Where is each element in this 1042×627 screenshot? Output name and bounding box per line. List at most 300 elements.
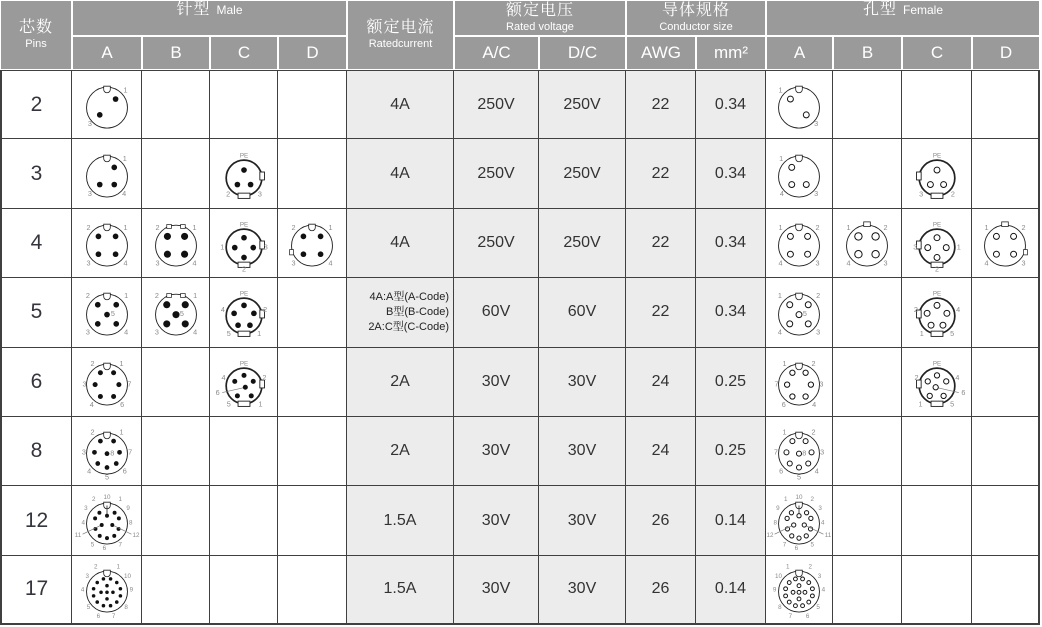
row-8-rated-current: 2A: [347, 417, 454, 486]
row-12-male-b: [142, 486, 210, 555]
svg-text:3: 3: [918, 189, 923, 199]
svg-text:2: 2: [89, 427, 95, 437]
svg-text:5: 5: [90, 541, 94, 549]
header-pins: [0, 0, 72, 70]
svg-text:7: 7: [773, 447, 778, 457]
pins-count: 6: [30, 369, 43, 393]
row-6-female-d: [972, 348, 1040, 417]
svg-text:6: 6: [119, 399, 124, 409]
svg-text:9: 9: [125, 504, 130, 512]
header-conductor-size-zh: 导体规格: [661, 1, 730, 19]
row-8-female-c: [902, 417, 972, 486]
svg-text:2: 2: [810, 495, 814, 503]
svg-text:1: 1: [123, 291, 128, 301]
svg-text:4: 4: [80, 587, 84, 595]
svg-text:3: 3: [83, 504, 88, 512]
svg-text:3: 3: [816, 327, 821, 337]
svg-text:8: 8: [109, 448, 114, 458]
connector-diagram-m4b: [143, 210, 209, 276]
header-rated-voltage-zh: 额定电压: [505, 1, 574, 19]
svg-text:12: 12: [132, 531, 140, 539]
row-8-female-b: [833, 417, 902, 486]
svg-text:4: 4: [80, 518, 85, 526]
svg-text:1: 1: [192, 291, 197, 301]
svg-text:5: 5: [86, 604, 90, 612]
svg-text:1: 1: [118, 427, 124, 437]
svg-text:PE: PE: [239, 221, 248, 229]
row-17-male-b: [142, 556, 210, 625]
svg-text:3: 3: [912, 242, 917, 252]
row-4-female-a: [766, 209, 833, 278]
svg-text:2: 2: [225, 189, 230, 199]
svg-text:2: 2: [241, 264, 246, 274]
svg-text:2: 2: [91, 495, 96, 503]
header-female: [766, 0, 1040, 36]
svg-text:3: 3: [263, 242, 268, 252]
row-3-rated-current: 4A: [347, 139, 454, 208]
row-12-male-d: [278, 486, 347, 555]
svg-text:6: 6: [794, 544, 799, 552]
row-2-voltage-dc: 250V: [539, 70, 626, 139]
row-8-female-a: [766, 417, 833, 486]
row-2-mm2: 0.34: [696, 70, 766, 139]
row-3-mm2: 0.34: [696, 139, 766, 208]
svg-text:3: 3: [87, 188, 92, 198]
svg-text:2: 2: [815, 222, 820, 232]
connector-diagram-f3a: [766, 141, 832, 207]
row-6-male-d: [278, 348, 347, 417]
row-8-female-d: [972, 417, 1040, 486]
svg-text:10: 10: [123, 573, 131, 581]
svg-text:4: 4: [86, 466, 91, 476]
row-5-male-b: [142, 278, 210, 347]
header-rated-voltage: [454, 0, 626, 36]
svg-text:1: 1: [122, 153, 127, 163]
row-5-voltage-dc: 60V: [539, 278, 626, 347]
svg-text:3: 3: [85, 327, 90, 337]
svg-text:2: 2: [1021, 222, 1026, 232]
row-12-male-c: [210, 486, 278, 555]
row-17-male-d: [278, 556, 347, 625]
row-6-female-c: [902, 348, 972, 417]
row-5-rated-current: 4A:A型(A-Code) B型(B-Code) 2A:C型(C-Code): [347, 278, 454, 347]
row-17-mm2: 0.14: [696, 556, 766, 625]
row-17-female-b: [833, 556, 902, 625]
svg-text:4: 4: [191, 258, 197, 268]
svg-text:3: 3: [814, 188, 819, 198]
svg-text:PE: PE: [239, 152, 248, 160]
row-5-male-a: [72, 278, 142, 347]
row-8-male-c: [210, 417, 278, 486]
connector-diagram-m4d: [279, 210, 345, 276]
row-2-rated-current: 4A: [347, 70, 454, 139]
svg-text:2: 2: [85, 291, 90, 301]
header-voltage-col-dc: D/C: [539, 36, 626, 70]
svg-text:5: 5: [104, 472, 109, 482]
connector-diagram-f4c: [904, 210, 970, 276]
svg-text:4: 4: [778, 258, 783, 268]
row-12-male-a: [72, 486, 142, 555]
header-female-col-b: B: [833, 36, 902, 70]
connector-diagram-m4c: [211, 210, 277, 276]
connector-diagram-f5c: [904, 279, 970, 345]
svg-text:10: 10: [795, 493, 803, 501]
connector-diagram-f4b: [834, 210, 900, 276]
row-17-female-d: [972, 556, 1040, 625]
svg-text:11: 11: [74, 531, 81, 539]
row-8-awg: 24: [626, 417, 696, 486]
svg-text:4: 4: [955, 305, 960, 315]
header-rated-voltage-en: Rated voltage: [506, 21, 574, 34]
row-4-male-c: [210, 209, 278, 278]
svg-text:10: 10: [775, 573, 783, 581]
svg-text:9: 9: [129, 587, 133, 595]
svg-text:4: 4: [221, 372, 226, 382]
connector-diagram-m8a: [74, 418, 140, 484]
row-17-rated-current: 1.5A: [347, 556, 454, 625]
row-5-awg: 22: [626, 278, 696, 347]
svg-text:1: 1: [782, 427, 787, 437]
row-5-female-a: [766, 278, 833, 347]
svg-text:1: 1: [328, 222, 333, 232]
svg-text:2: 2: [291, 222, 296, 232]
svg-text:10: 10: [103, 493, 110, 501]
pins-count: 2: [30, 92, 43, 116]
row-5-voltage-ac: 60V: [454, 278, 539, 347]
svg-text:PE: PE: [932, 360, 941, 368]
row-12-female-a: [766, 486, 833, 555]
header-female-zh: 孔型: [862, 1, 897, 18]
row-6-female-a: [766, 348, 833, 417]
row-5-pins: [0, 278, 72, 347]
row-4-rated-current: 4A: [347, 209, 454, 278]
svg-text:5: 5: [802, 309, 807, 319]
header-male-col-d: D: [278, 36, 347, 70]
svg-text:1: 1: [778, 85, 783, 95]
svg-text:11: 11: [824, 531, 832, 539]
svg-text:4: 4: [779, 188, 784, 198]
svg-text:8: 8: [802, 448, 807, 458]
connector-diagram-f5a: [766, 279, 832, 345]
row-2-female-a: [766, 70, 833, 139]
svg-text:4: 4: [984, 258, 989, 268]
row-4-mm2: 0.34: [696, 209, 766, 278]
header-rated-current-en: Ratedcurrent: [368, 38, 433, 51]
row-3-male-b: [142, 139, 210, 208]
connector-diagram-f8a: [766, 418, 832, 484]
row-3-male-d: [278, 139, 347, 208]
svg-text:3: 3: [1021, 258, 1026, 268]
row-4-female-d: [972, 209, 1040, 278]
row-8-voltage-ac: 30V: [454, 417, 539, 486]
svg-text:4: 4: [89, 399, 94, 409]
connector-diagram-f12a: [766, 488, 832, 554]
svg-text:6: 6: [960, 387, 965, 397]
header-female-en: Female: [903, 3, 944, 17]
row-3-voltage-ac: 250V: [454, 139, 539, 208]
svg-text:4: 4: [121, 188, 126, 198]
svg-text:5: 5: [226, 399, 231, 409]
connector-diagram-m12a: [74, 488, 140, 554]
row-17-female-a: [766, 556, 833, 625]
row-12-female-b: [833, 486, 902, 555]
row-2-male-c: [210, 70, 278, 139]
svg-text:3: 3: [81, 447, 86, 457]
svg-text:3: 3: [82, 379, 87, 389]
connector-diagram-m5a: [74, 279, 140, 345]
row-4-voltage-ac: 250V: [454, 209, 539, 278]
row-6-voltage-dc: 30V: [539, 348, 626, 417]
row-3-female-c: [902, 139, 972, 208]
row-8-male-a: [72, 417, 142, 486]
header-rated-current-zh: 额定电流: [366, 18, 435, 36]
row-17-male-a: [72, 556, 142, 625]
row-6-male-b: [142, 348, 210, 417]
header-conductor-size: [626, 0, 766, 36]
svg-text:2: 2: [154, 222, 160, 232]
pins-count: 4: [30, 230, 43, 254]
connector-diagram-f4d: [972, 210, 1038, 276]
header-rated-current: [347, 0, 454, 70]
row-8-voltage-dc: 30V: [539, 417, 626, 486]
connector-diagram-m2a: [74, 72, 140, 138]
svg-text:3: 3: [154, 327, 159, 337]
svg-text:5: 5: [796, 472, 802, 482]
row-4-male-d: [278, 209, 347, 278]
pins-count: 12: [24, 508, 49, 532]
svg-text:7: 7: [782, 541, 787, 549]
svg-text:6: 6: [102, 544, 106, 552]
connector-diagram-m5c: [211, 279, 277, 345]
row-12-voltage-dc: 30V: [539, 486, 626, 555]
row-2-voltage-ac: 250V: [454, 70, 539, 139]
connector-diagram-f6a: [766, 349, 832, 415]
row-17-male-c: [210, 556, 278, 625]
header-male-en: Male: [216, 3, 243, 17]
svg-text:5: 5: [816, 604, 820, 612]
row-8-male-b: [142, 417, 210, 486]
svg-text:1: 1: [122, 85, 128, 95]
row-12-mm2: 0.14: [696, 486, 766, 555]
svg-text:2: 2: [89, 358, 95, 368]
svg-text:2: 2: [154, 291, 159, 301]
header-conductor-size-en: Conductor size: [659, 21, 733, 34]
svg-text:PE: PE: [239, 360, 248, 368]
svg-text:3: 3: [820, 447, 825, 457]
row-5-female-b: [833, 278, 902, 347]
row-4-pins: [0, 209, 72, 278]
svg-text:6: 6: [781, 399, 786, 409]
svg-text:2: 2: [811, 427, 816, 437]
svg-text:2: 2: [262, 305, 267, 315]
svg-text:1: 1: [919, 329, 924, 339]
svg-text:1: 1: [117, 495, 122, 503]
svg-text:3: 3: [883, 258, 888, 268]
row-17-awg: 26: [626, 556, 696, 625]
svg-text:1: 1: [256, 329, 261, 339]
svg-text:3: 3: [257, 189, 262, 199]
connector-diagram-m17a: [74, 556, 140, 622]
row-17-voltage-ac: 30V: [454, 556, 539, 625]
svg-text:1: 1: [122, 222, 128, 232]
svg-text:7: 7: [788, 613, 793, 621]
row-5-mm2: 0.34: [696, 278, 766, 347]
svg-text:3: 3: [817, 573, 822, 581]
row-2-female-d: [972, 70, 1040, 139]
svg-text:3: 3: [815, 258, 820, 268]
connector-diagram-f6c: [904, 349, 970, 415]
svg-text:8: 8: [123, 604, 128, 612]
connector-diagram-m6c: [211, 349, 277, 415]
header-voltage-col-ac: A/C: [454, 36, 539, 70]
row-12-rated-current: 1.5A: [347, 486, 454, 555]
pins-count: 3: [30, 161, 43, 185]
pins-count: 17: [24, 577, 49, 601]
svg-text:2: 2: [883, 222, 888, 232]
svg-text:PE: PE: [932, 152, 941, 160]
row-17-pins: [0, 556, 72, 625]
svg-text:8: 8: [778, 604, 782, 612]
row-6-male-a: [72, 348, 142, 417]
row-3-female-d: [972, 139, 1040, 208]
svg-text:4: 4: [220, 305, 225, 315]
svg-text:7: 7: [126, 379, 131, 389]
svg-text:7: 7: [127, 447, 132, 457]
row-3-female-a: [766, 139, 833, 208]
header-conductor-col-mm2: mm²: [696, 36, 766, 70]
header-pins-en: Pins: [25, 38, 47, 51]
svg-text:4: 4: [123, 327, 128, 337]
svg-text:8: 8: [128, 518, 133, 526]
row-5-female-c: [902, 278, 972, 347]
header-female-col-c: C: [902, 36, 972, 70]
svg-text:2: 2: [913, 305, 918, 315]
row-4-male-a: [72, 209, 142, 278]
row-6-awg: 24: [626, 348, 696, 417]
svg-text:3: 3: [154, 258, 160, 268]
row-5-male-d: [278, 278, 347, 347]
svg-text:3: 3: [87, 118, 92, 128]
connector-diagram-m6a: [74, 349, 140, 415]
svg-text:4: 4: [954, 372, 959, 382]
svg-text:4: 4: [777, 327, 782, 337]
svg-text:4: 4: [328, 258, 333, 268]
row-4-male-b: [142, 209, 210, 278]
row-12-voltage-ac: 30V: [454, 486, 539, 555]
connector-diagram-f3c: [904, 141, 970, 207]
row-17-female-c: [902, 556, 972, 625]
svg-text:1: 1: [257, 399, 263, 409]
row-12-female-c: [902, 486, 972, 555]
svg-text:6: 6: [779, 466, 784, 476]
svg-text:2: 2: [950, 189, 955, 199]
svg-text:2: 2: [261, 372, 266, 382]
svg-text:6: 6: [805, 613, 810, 621]
row-6-mm2: 0.25: [696, 348, 766, 417]
svg-text:4: 4: [846, 258, 851, 268]
svg-text:9: 9: [772, 587, 777, 595]
row-4-female-b: [833, 209, 902, 278]
svg-text:3: 3: [818, 504, 822, 512]
svg-text:1: 1: [786, 563, 790, 571]
connector-diagram-f2a: [766, 72, 832, 138]
row-4-awg: 22: [626, 209, 696, 278]
svg-text:4: 4: [814, 466, 819, 476]
row-2-female-c: [902, 70, 972, 139]
row-8-male-d: [278, 417, 347, 486]
svg-text:2: 2: [808, 563, 812, 571]
row-6-voltage-ac: 30V: [454, 348, 539, 417]
svg-text:3: 3: [85, 258, 91, 268]
connector-diagram-m3c: [211, 141, 277, 207]
row-8-mm2: 0.25: [696, 417, 766, 486]
svg-text:1: 1: [956, 242, 961, 252]
svg-text:5: 5: [949, 399, 954, 409]
svg-text:7: 7: [774, 379, 779, 389]
pins-count: 5: [30, 300, 43, 324]
row-17-voltage-dc: 30V: [539, 556, 626, 625]
svg-text:3: 3: [819, 379, 824, 389]
svg-text:5: 5: [949, 329, 954, 339]
row-12-pins: [0, 486, 72, 555]
svg-text:PE: PE: [239, 290, 248, 298]
svg-text:6: 6: [96, 613, 100, 621]
row-5-female-d: [972, 278, 1040, 347]
row-6-female-b: [833, 348, 902, 417]
svg-text:1: 1: [118, 358, 124, 368]
row-2-awg: 22: [626, 70, 696, 139]
svg-text:3: 3: [814, 118, 819, 128]
row-3-female-b: [833, 139, 902, 208]
svg-text:1: 1: [777, 291, 782, 301]
svg-text:1: 1: [778, 222, 783, 232]
connector-diagram-f17a: [766, 556, 832, 622]
pins-count: 8: [30, 439, 43, 463]
svg-text:1: 1: [984, 222, 989, 232]
svg-text:3: 3: [84, 573, 89, 581]
row-8-pins: [0, 417, 72, 486]
row-2-male-b: [142, 70, 210, 139]
svg-text:1: 1: [846, 222, 851, 232]
svg-text:12: 12: [766, 531, 774, 539]
row-3-awg: 22: [626, 139, 696, 208]
svg-text:6: 6: [215, 387, 220, 397]
connector-diagram-m5b: [143, 279, 209, 345]
svg-text:PE: PE: [932, 290, 941, 298]
row-12-awg: 26: [626, 486, 696, 555]
svg-text:2: 2: [93, 563, 98, 571]
svg-text:9: 9: [776, 504, 780, 512]
svg-text:2: 2: [934, 264, 939, 274]
svg-text:4: 4: [812, 399, 817, 409]
row-3-voltage-dc: 250V: [539, 139, 626, 208]
row-2-pins: [0, 70, 72, 139]
header-female-col-d: D: [972, 36, 1040, 70]
row-6-rated-current: 2A: [347, 348, 454, 417]
connector-diagram-m4a: [74, 210, 140, 276]
svg-text:1: 1: [191, 222, 197, 232]
svg-text:5: 5: [810, 541, 814, 549]
svg-text:5: 5: [110, 309, 115, 319]
header-female-col-a: A: [766, 36, 833, 70]
svg-text:PE: PE: [932, 221, 941, 229]
row-4-female-c: [902, 209, 972, 278]
connector-diagram-f4a: [766, 210, 832, 276]
svg-text:8: 8: [773, 518, 777, 526]
header-male-zh: 针型: [176, 1, 211, 18]
row-3-male-a: [72, 139, 142, 208]
header-male: [72, 0, 347, 36]
